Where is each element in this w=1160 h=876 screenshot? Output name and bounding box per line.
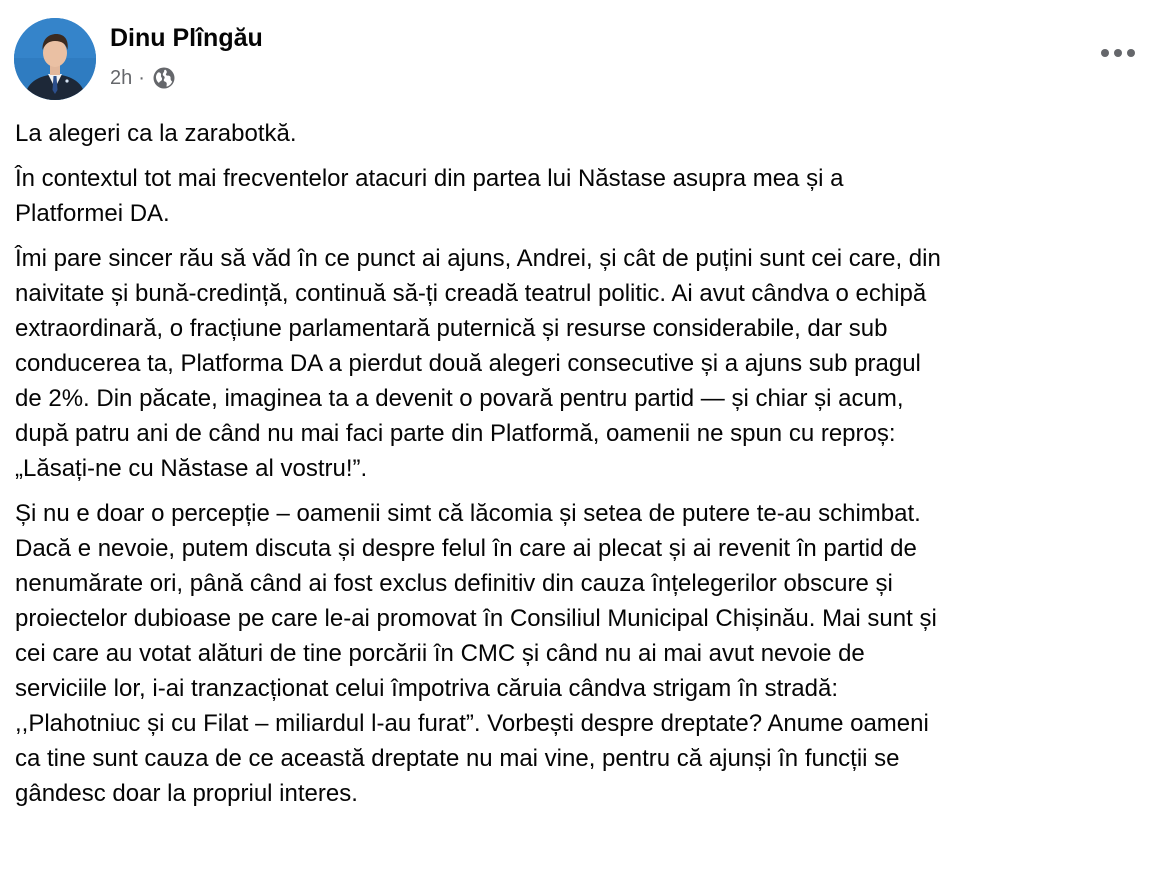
globe-icon[interactable]	[152, 66, 176, 90]
post-paragraph: Și nu e doar o percepție – oamenii simt că lăcomia și setea de putere te-au schimbat. Dacă e nevoie, putem discuta și despre felul în care ai plecat și ai revenit în partid de nenumărate ori, până când ai fost exclus definitiv din cauza înțelegerilor obscure și proiectelor dubioase pe care le-ai promovat în Consiliul Municipal Chișinău. Mai sunt și cei care au votat alături de tine porcării în CMC și când nu ai mai avut nevoie de serviciile lor, i-ai tranzacționat celui împotriva căruia cândva strigam în stradă: ,,Plahotniuc și cu Filat – miliardul l-au furat”. Vorbești despre dreptate? Anume oameni ca tine sunt cauza de ce această dreptate nu mai vine, pentru că ajunși în funcții se gândesc doar la propriul interes.	[15, 500, 937, 807]
post-paragraph: La alegeri ca la zarabotkă.	[15, 120, 297, 147]
avatar-image	[14, 18, 96, 100]
post-paragraph: Îmi pare sincer rău să văd în ce punct ai ajuns, Andrei, și cât de puțini sunt cei care, din naivitate și bună-credință, continuă să-ți creadă teatrul politic. Ai avut cândva o echipă extraordinară, o fracțiune parlamentară puternică și resurse considerabile, dar sub conducerea ta, Platforma DA a pierdut două alegeri consecutive și a ajuns sub pragul de 2%. Din păcate, imaginea ta a devenit o povară pentru partid — și chiar și acum, după patru ani de când nu mai faci parte din Platformă, oamenii ne spun cu reproș: „Lăsați-ne cu Năstase al vostru!”.	[15, 245, 941, 482]
avatar[interactable]	[14, 18, 96, 100]
meta-separator: ·	[138, 66, 145, 89]
more-options-button[interactable]	[1096, 38, 1140, 68]
post-header	[14, 18, 1146, 100]
post-meta	[110, 64, 176, 92]
post-body	[15, 116, 1140, 821]
more-options-icon	[1100, 48, 1136, 58]
post-timestamp[interactable]: 2h	[110, 66, 133, 89]
author-name[interactable]: Dinu Plîngău	[110, 24, 263, 52]
post-paragraph: În contextul tot mai frecventelor atacuri din partea lui Năstase asupra mea și a Platformei DA.	[15, 165, 844, 227]
